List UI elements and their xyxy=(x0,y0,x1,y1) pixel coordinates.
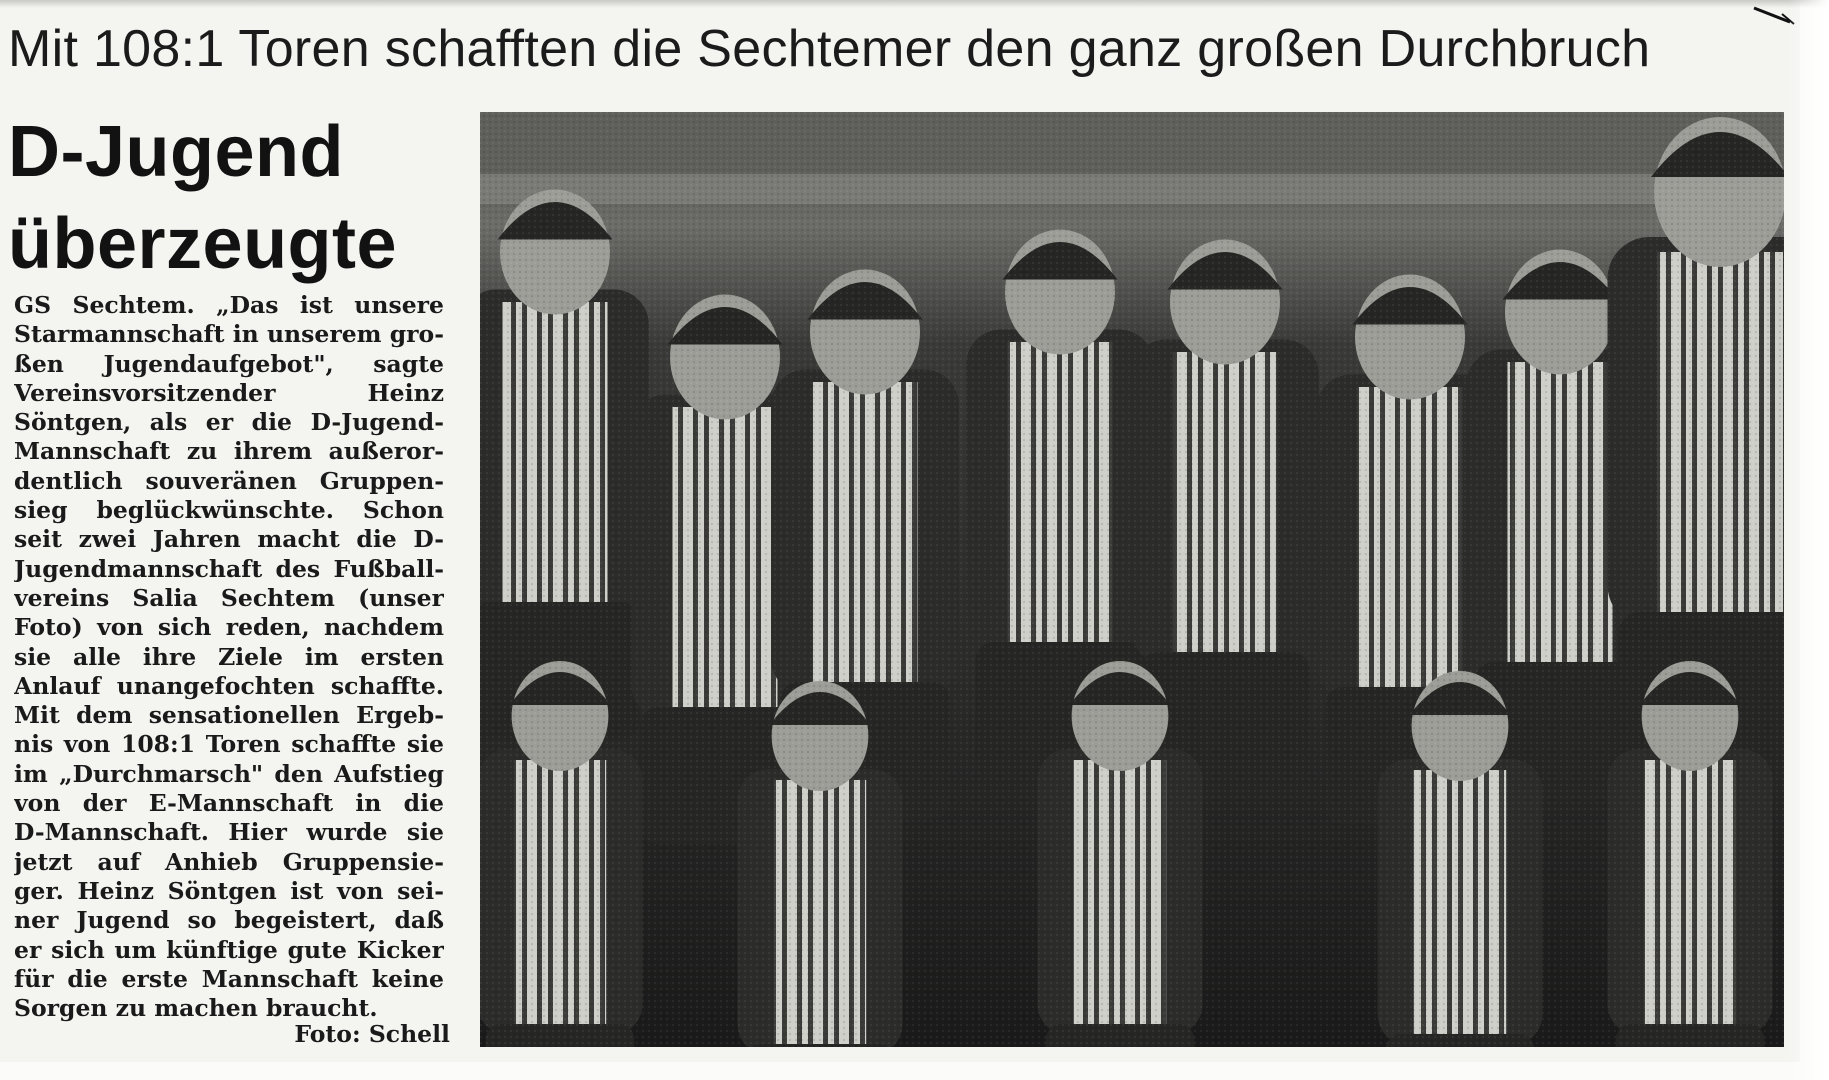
article-line: vereins Salia Sechtem (unser xyxy=(14,583,444,612)
article-line: Sorgen zu machen braucht. xyxy=(14,994,378,1023)
article-line: GS Sechtem. „Das ist unsere xyxy=(14,291,444,319)
article-line: Mannschaft zu ihrem außeror- xyxy=(14,437,444,466)
article-line: Vereinsvorsitzender Heinz xyxy=(14,378,444,407)
article-line: Mit dem sensationellen Ergeb- xyxy=(14,701,444,730)
article-line: im „Durchmarsch" den Aufstieg xyxy=(14,759,444,788)
article-line: Anlauf unangefochten schaffte. xyxy=(14,671,444,700)
article-line: ger. Heinz Söntgen ist von sei- xyxy=(14,876,444,905)
headline: Mit 108:1 Toren schafften die Sechtemer den ganz großen Durchbruch xyxy=(8,20,1651,78)
scan-right-edge xyxy=(1789,0,1829,1080)
article-line: für die erste Mannschaft keine xyxy=(14,964,444,993)
article-line: dentlich souveränen Gruppen- xyxy=(14,466,444,495)
article-body xyxy=(14,291,444,1023)
article-line: Jugendmannschaft des Fußball- xyxy=(14,554,444,583)
photo-grain xyxy=(480,112,1784,1047)
article-line: Foto) von sich reden, nachdem xyxy=(14,613,444,642)
article-line: sie alle ihre Ziele im ersten xyxy=(14,642,444,671)
article-line: von der E-Mannschaft in die xyxy=(14,789,444,818)
article-line: jetzt auf Anhieb Gruppensie- xyxy=(14,847,444,876)
article-line: nis von 108:1 Toren schaffte sie xyxy=(14,730,444,759)
article-title-line: D-Jugend xyxy=(8,112,344,192)
article-line: sieg beglückwünschte. Schon xyxy=(14,496,444,525)
scan-edge-shadow xyxy=(0,0,1829,8)
article-title-line: überzeugte xyxy=(8,204,398,284)
article-line: Söntgen, als er die D-Jugend- xyxy=(14,408,444,437)
team-photo-illustration xyxy=(480,112,1784,1047)
article-line: seit zwei Jahren macht die D- xyxy=(14,525,444,554)
photo-credit: Foto: Schell xyxy=(294,1020,450,1048)
article-line: er sich um künftige gute Kicker xyxy=(14,935,444,964)
article-line: D-Mannschaft. Hier wurde sie xyxy=(14,818,444,847)
article-line: ner Jugend so begeistert, daß xyxy=(14,906,444,935)
article-title xyxy=(8,106,468,290)
article-line: ßen Jugendaufgebot", sagte xyxy=(14,349,444,378)
team-photo xyxy=(480,112,1784,1047)
article-line: Starmannschaft in unserem gro- xyxy=(14,320,444,349)
